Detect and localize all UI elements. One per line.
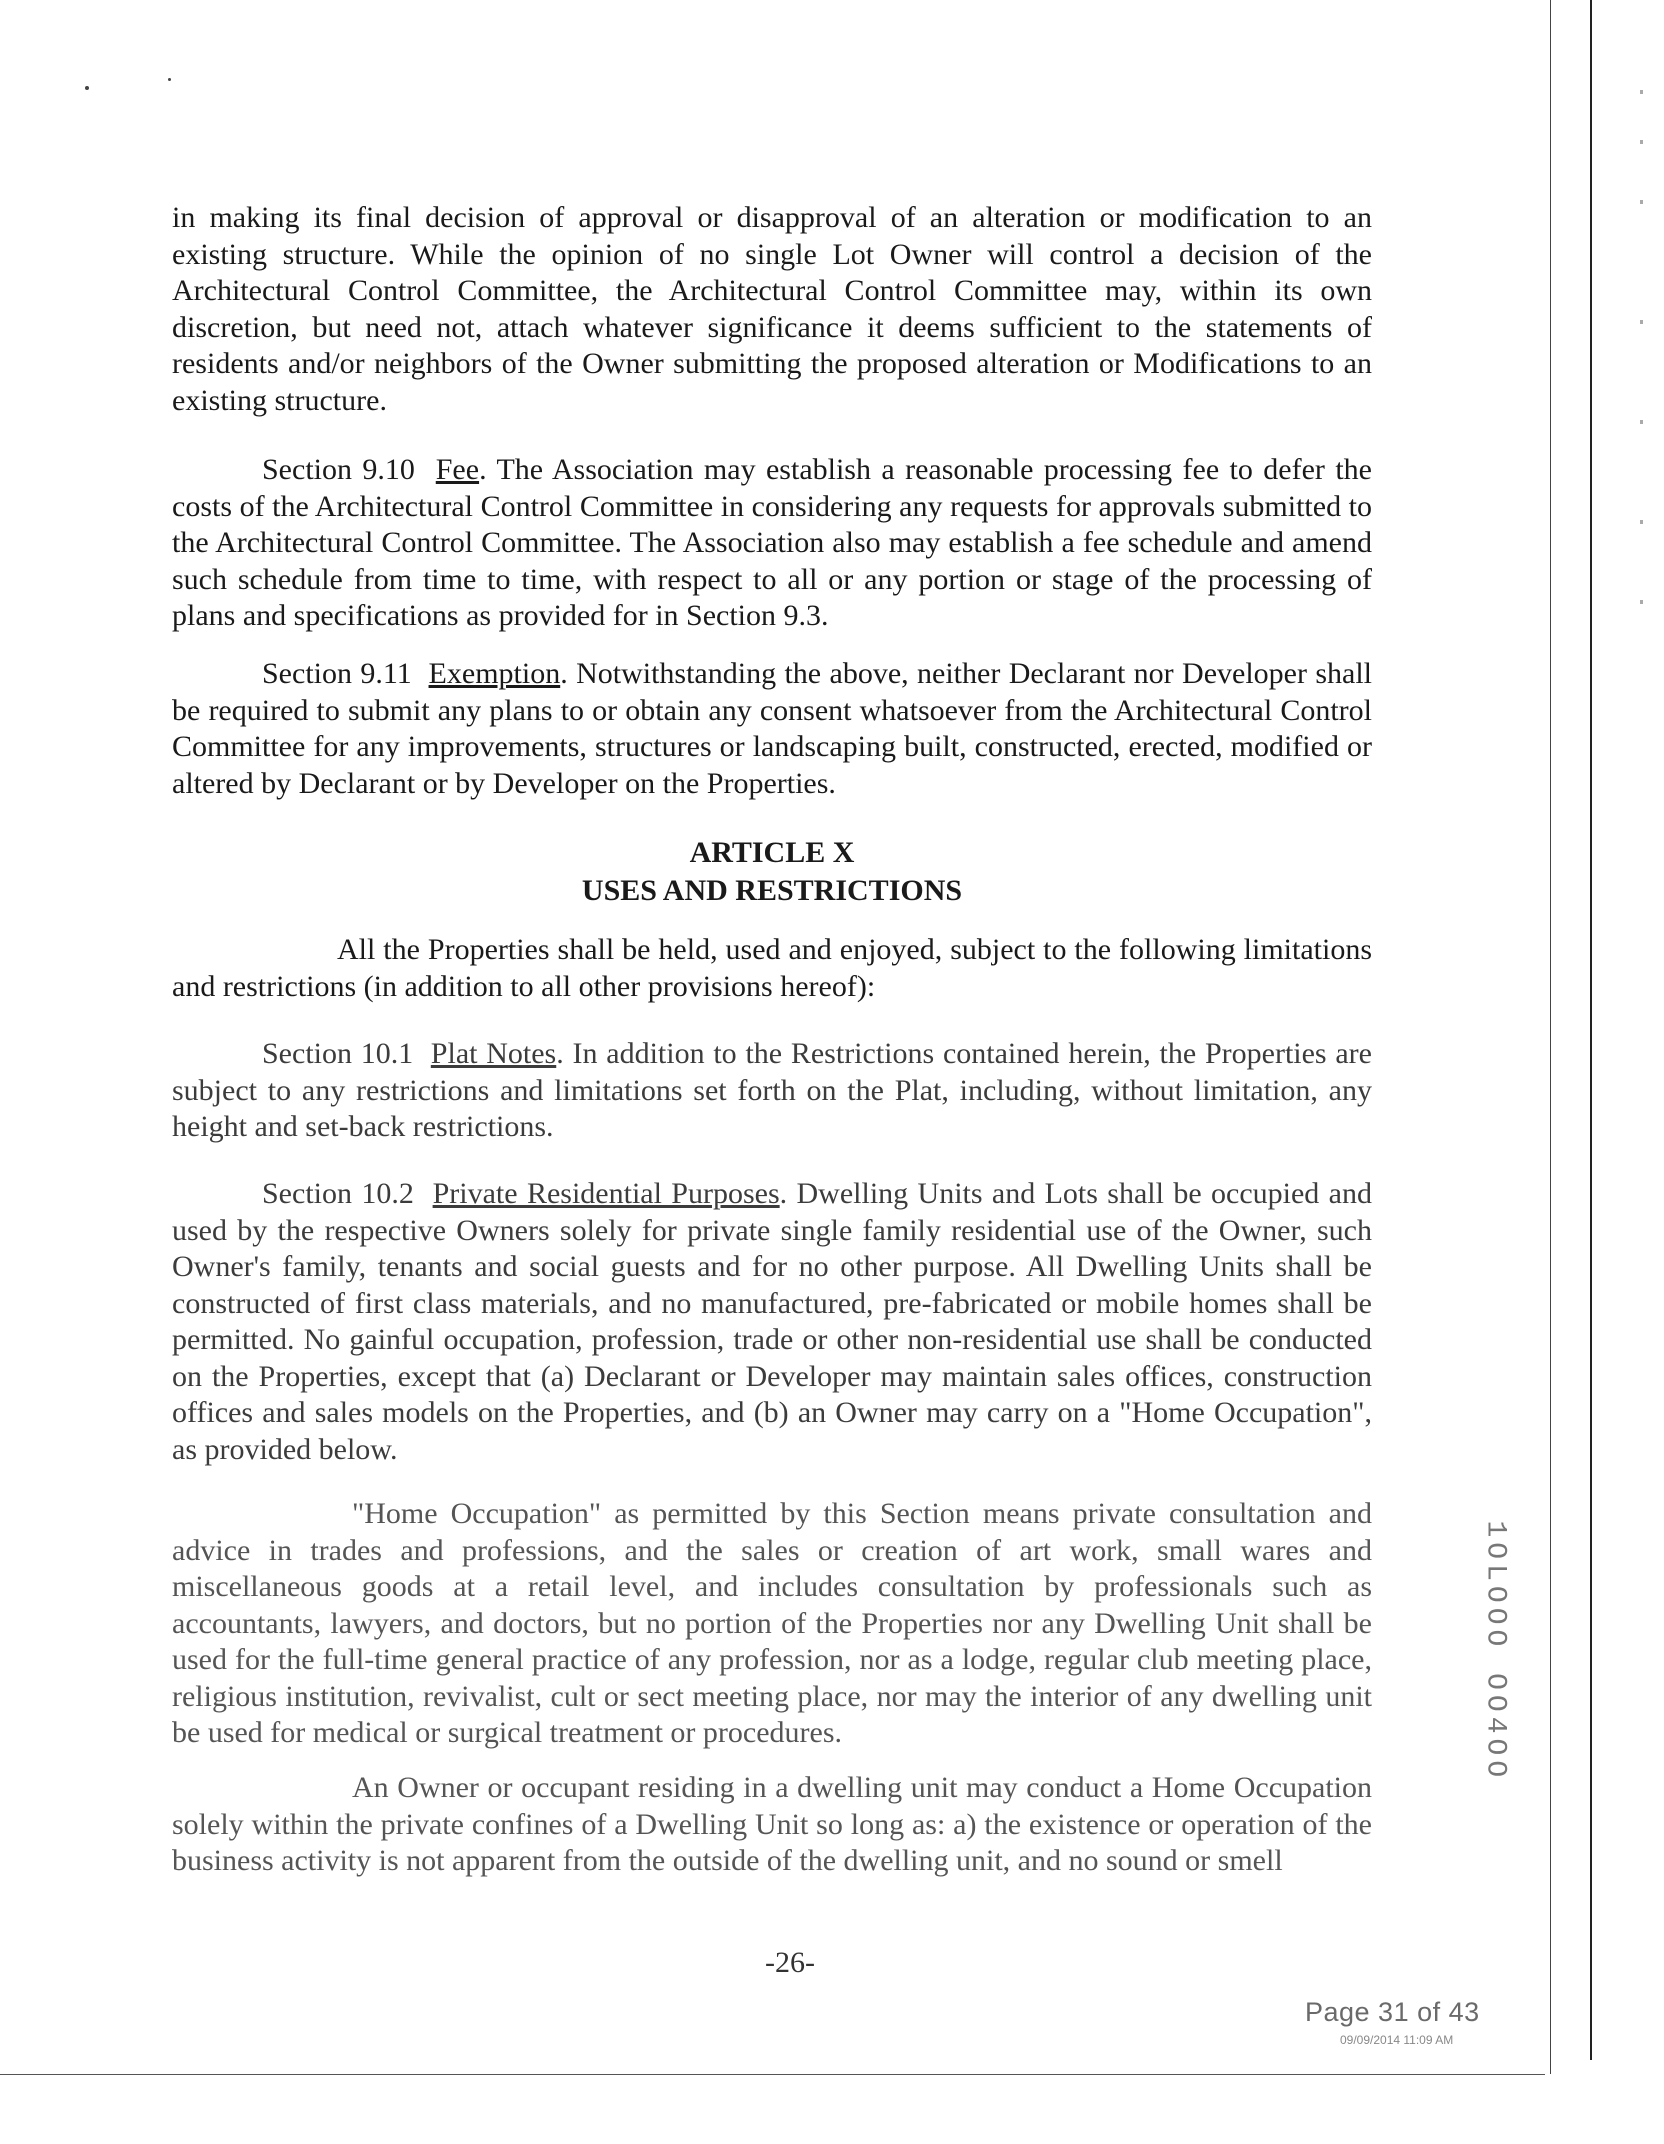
scan-speck <box>168 78 171 81</box>
section-body: . Notwithstanding the above, neither Declarant nor Developer shall be required to submit any plans to or obtain any consent whatsoever from the Architectural Control Committee for any improvements, structures or landscaping built, constructed, erected, modified or altered by Declarant or by Developer on the Properties. <box>172 657 1373 800</box>
paragraph-continuation: in making its final decision of approval or disapproval of an alteration or modification to an existing structure. While the opinion of no single Lot Owner will control a decision of the Architectural Control Committee, the Architectural Control Committee may, within its own discretion, but need not, attach whatever significance it deems sufficient to the statements of residents and/or neighbors of the Owner submitting the proposed alteration or Modifications to an existing structure. <box>172 201 1372 417</box>
section-title: Plat Notes <box>430 1037 557 1070</box>
edge-tick <box>1640 200 1643 204</box>
section-title: Fee <box>435 453 480 486</box>
page-number: -26- <box>765 1946 815 1979</box>
edge-tick <box>1640 520 1643 524</box>
edge-tick <box>1640 420 1643 424</box>
edge-tick <box>1640 140 1643 144</box>
edge-tick <box>1640 90 1643 94</box>
print-timestamp: 09/09/2014 11:09 AM <box>1340 2033 1454 2047</box>
article-title: USES AND RESTRICTIONS <box>581 874 963 907</box>
page-counter: Page 31 of 43 <box>1305 1997 1480 2027</box>
section-9-11 <box>172 656 1372 802</box>
article-intro: All the Properties shall be held, used and enjoyed, subject to the following limitations and restrictions (in addition to all other provisions hereof): <box>172 933 1372 1003</box>
section-title: Exemption <box>428 657 561 690</box>
owner-occupant-paragraph: An Owner or occupant residing in a dwelling unit may conduct a Home Occupation solely within the private confines of a Dwelling Unit so long as: a) the existence or operation of the business activity is not apparent from the outside of the dwelling unit, and no sound or smell <box>172 1771 1372 1877</box>
section-9-10 <box>172 452 1372 635</box>
section-label: Section 10.1 <box>262 1037 414 1070</box>
edge-tick <box>1640 320 1643 324</box>
section-10-2 <box>172 1176 1372 1468</box>
section-label: Section 10.2 <box>262 1177 414 1210</box>
edge-tick <box>1640 600 1643 604</box>
right-edge-line <box>1590 0 1592 2060</box>
section-title: Private Residential Purposes <box>432 1177 780 1210</box>
section-body: . The Association may establish a reasonable processing fee to defer the costs of the Architectural Control Committee in considering any requests for approvals submitted to the Architectural Control Committee. The Association also may establish a fee schedule and amend such schedule from time to time, with respect to all or any portion or stage of the processing of plans and specifications as provided for in Section 9.3. <box>172 453 1372 632</box>
right-border-line <box>1550 0 1551 2074</box>
section-label: Section 9.11 <box>262 657 412 690</box>
home-occupation-definition: "Home Occupation" as permitted by this Section means private consultation and advice in trades and professions, and the sales or creation of art work, small wares and miscellaneous goods at a retail level, and includes consultation by professionals such as accountants, lawyers, and doctors, but no portion of the Properties nor any Dwelling Unit shall be used for the full-time general practice of any profession, nor as a lodge, regular club meeting place, religious institution, revivalist, cult or sect meeting place, nor may the interior of any dwelling unit be used for medical or surgical treatment or procedures. <box>172 1497 1372 1749</box>
article-number: ARTICLE X <box>689 836 855 869</box>
section-body: . In addition to the Restrictions contained herein, the Properties are subject to any restrictions and limitations set forth on the Plat, including, without limitation, any height and set-back restrictions. <box>172 1037 1372 1143</box>
document-stamp-number <box>1479 1520 1511 1783</box>
section-body: . Dwelling Units and Lots shall be occupied and used by the respective Owners solely for private single family residential use of the Owner, such Owner's family, tenants and social guests and for no other purpose. All Dwelling Units shall be constructed of first class materials, and no manufactured, pre-fabricated or mobile homes shall be permitted. No gainful occupation, profession, trade or other non-residential use shall be conducted on the Properties, except that (a) Declarant or Developer may maintain sales offices, construction offices and sales models on the Properties, and (b) an Owner may carry on a "Home Occupation", as provided below. <box>172 1177 1372 1466</box>
section-10-1 <box>172 1036 1372 1146</box>
document-stamp-text: 1OLOOO OO4OO <box>1479 1520 1511 1783</box>
scan-speck <box>85 86 89 90</box>
bottom-border-line <box>0 2074 1545 2075</box>
section-label: Section 9.10 <box>262 453 415 486</box>
